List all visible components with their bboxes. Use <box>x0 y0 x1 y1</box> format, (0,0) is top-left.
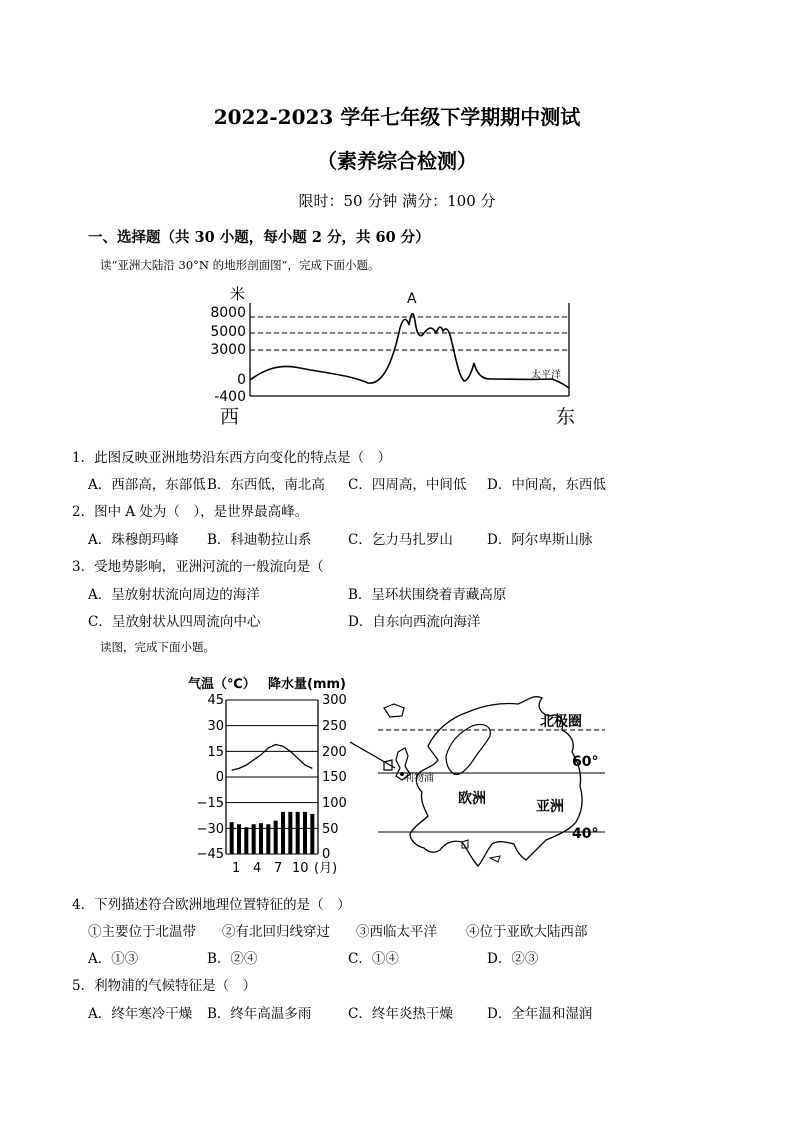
precip-tick: 50 <box>322 822 339 837</box>
precip-bar <box>310 814 314 854</box>
west-label: 西 <box>220 406 240 428</box>
month-tick: 10 <box>292 861 309 876</box>
terrain-profile-chart <box>200 283 590 428</box>
q5-option-a[interactable]: A．终年寒冷干燥 <box>88 1006 193 1022</box>
precip-bar <box>281 812 285 854</box>
ocean-label: 太平洋 <box>531 370 561 381</box>
peak-label: A <box>407 291 417 307</box>
q1-option-c[interactable]: C．四周高，中间低 <box>348 477 467 493</box>
temp-tick: −45 <box>196 847 224 862</box>
pointer-line <box>350 742 395 768</box>
iceland-outline <box>384 704 404 717</box>
precip-tick: 0 <box>322 847 331 862</box>
question-5-stem: 5．利物浦的气候特征是（ ） <box>72 978 257 994</box>
question-4-stem: 4．下列描述符合欧洲地理位置特征的是（ ） <box>72 897 351 913</box>
europe-map <box>350 690 610 875</box>
precip-tick: 150 <box>322 770 347 785</box>
europe-label: 欧洲 <box>458 791 486 807</box>
q4-option-a[interactable]: A．①③ <box>88 951 139 967</box>
intro-profile: 读“亚洲大陆沿 30°N 的地形剖面图”，完成下面小题。 <box>100 258 380 272</box>
q5-option-b[interactable]: B．终年高温多雨 <box>207 1006 312 1022</box>
temp-ticks <box>197 693 224 862</box>
q3-option-d[interactable]: D．自东向西流向海洋 <box>348 614 481 630</box>
terrain-line <box>250 314 569 388</box>
profile-unit: 米 <box>230 285 246 303</box>
scandinavia-outline <box>446 724 490 774</box>
q2-option-b[interactable]: B．科迪勒拉山系 <box>207 532 312 548</box>
temp-tick: −30 <box>196 822 224 837</box>
q4-statement-4: ④位于亚欧大陆西部 <box>466 924 588 940</box>
precip-tick: 100 <box>322 796 347 811</box>
profile-tick: 5000 <box>210 324 246 340</box>
q4-option-b[interactable]: B．②④ <box>207 951 258 967</box>
q2-option-c[interactable]: C．乞力马扎罗山 <box>348 532 453 548</box>
profile-tick: -400 <box>214 389 246 405</box>
precip-tick: 250 <box>322 719 347 734</box>
q1-option-d[interactable]: D．中间高，东西低 <box>487 477 606 493</box>
precip-bar <box>303 812 307 854</box>
q3-option-b[interactable]: B．呈环状围绕着青藏高原 <box>348 587 507 603</box>
month-tick: 7 <box>274 861 283 876</box>
q1-option-a[interactable]: A．西部高，东部低 <box>88 477 206 493</box>
precip-axis-label: 降水量(mm) <box>268 677 346 692</box>
temp-tick: 45 <box>207 693 224 708</box>
q5-option-c[interactable]: C．终年炎热干燥 <box>348 1006 453 1022</box>
q4-statement-3: ③西临太平洋 <box>356 924 437 940</box>
temp-axis-label: 气温（℃） <box>188 677 256 692</box>
precip-tick: 300 <box>322 693 347 708</box>
city-label: 利物浦 <box>404 773 434 784</box>
precip-ticks <box>322 693 347 862</box>
precip-bar <box>296 812 300 854</box>
q2-option-a[interactable]: A．珠穆朗玛峰 <box>88 532 179 548</box>
precip-bar <box>266 824 270 854</box>
q4-statement-1: ①主要位于北温带 <box>88 924 196 940</box>
intro-climate: 读图，完成下面小题。 <box>100 640 215 654</box>
precip-bar <box>274 821 278 854</box>
page-subtitle: （素养综合检测） <box>317 149 477 173</box>
question-3-stem: 3．受地势影响，亚洲河流的一般流向是（ <box>72 559 324 575</box>
q4-statement-2: ②有北回归线穿过 <box>222 924 330 940</box>
precip-bar <box>259 823 263 854</box>
exam-meta: 限时：50 分钟 满分：100 分 <box>298 192 496 210</box>
profile-tick: 8000 <box>210 305 246 321</box>
temp-tick: 15 <box>207 745 224 760</box>
month-tick: (月) <box>314 861 338 876</box>
profile-tick: 3000 <box>210 342 246 358</box>
temp-curve <box>232 745 313 771</box>
section-heading: 一、选择题（共 30 小题，每小题 2 分，共 60 分） <box>88 229 430 246</box>
question-1-stem: 1．此图反映亚洲地势沿东西方向变化的特点是（ ） <box>72 450 392 466</box>
arctic-label: 北极圈 <box>540 714 582 730</box>
q4-option-c[interactable]: C．①④ <box>348 951 399 967</box>
precip-bar <box>288 812 292 854</box>
month-tick: 1 <box>232 861 241 876</box>
east-label: 东 <box>556 406 576 428</box>
asia-label: 亚洲 <box>536 799 564 815</box>
precip-bar <box>237 824 241 854</box>
q1-option-b[interactable]: B．东西低，南北高 <box>207 477 325 493</box>
precip-bar <box>252 824 256 854</box>
month-tick: 4 <box>253 861 262 876</box>
question-2-stem: 2．图中 A 处为（ ），是世界最高峰。 <box>72 504 309 520</box>
q3-option-c[interactable]: C．呈放射状从四周流向中心 <box>88 614 261 630</box>
q4-option-d[interactable]: D．②③ <box>487 951 539 967</box>
island-outline <box>490 856 500 862</box>
page-title: 2022-2023 学年七年级下学期期中测试 <box>213 105 581 129</box>
precip-tick: 200 <box>322 745 347 760</box>
temp-tick: 0 <box>215 770 224 785</box>
lat40-label: 40° <box>572 826 599 842</box>
precip-bars <box>230 812 315 854</box>
q2-option-d[interactable]: D．阿尔卑斯山脉 <box>487 532 593 548</box>
profile-tick: 0 <box>237 372 246 388</box>
precip-bar <box>244 827 248 854</box>
lat60-label: 60° <box>572 754 599 770</box>
temp-tick: 30 <box>207 719 224 734</box>
q3-option-a[interactable]: A．呈放射状流向周边的海洋 <box>88 587 260 603</box>
temp-tick: −15 <box>196 796 224 811</box>
precip-bar <box>230 822 234 854</box>
q5-option-d[interactable]: D．全年温和湿润 <box>487 1006 593 1022</box>
